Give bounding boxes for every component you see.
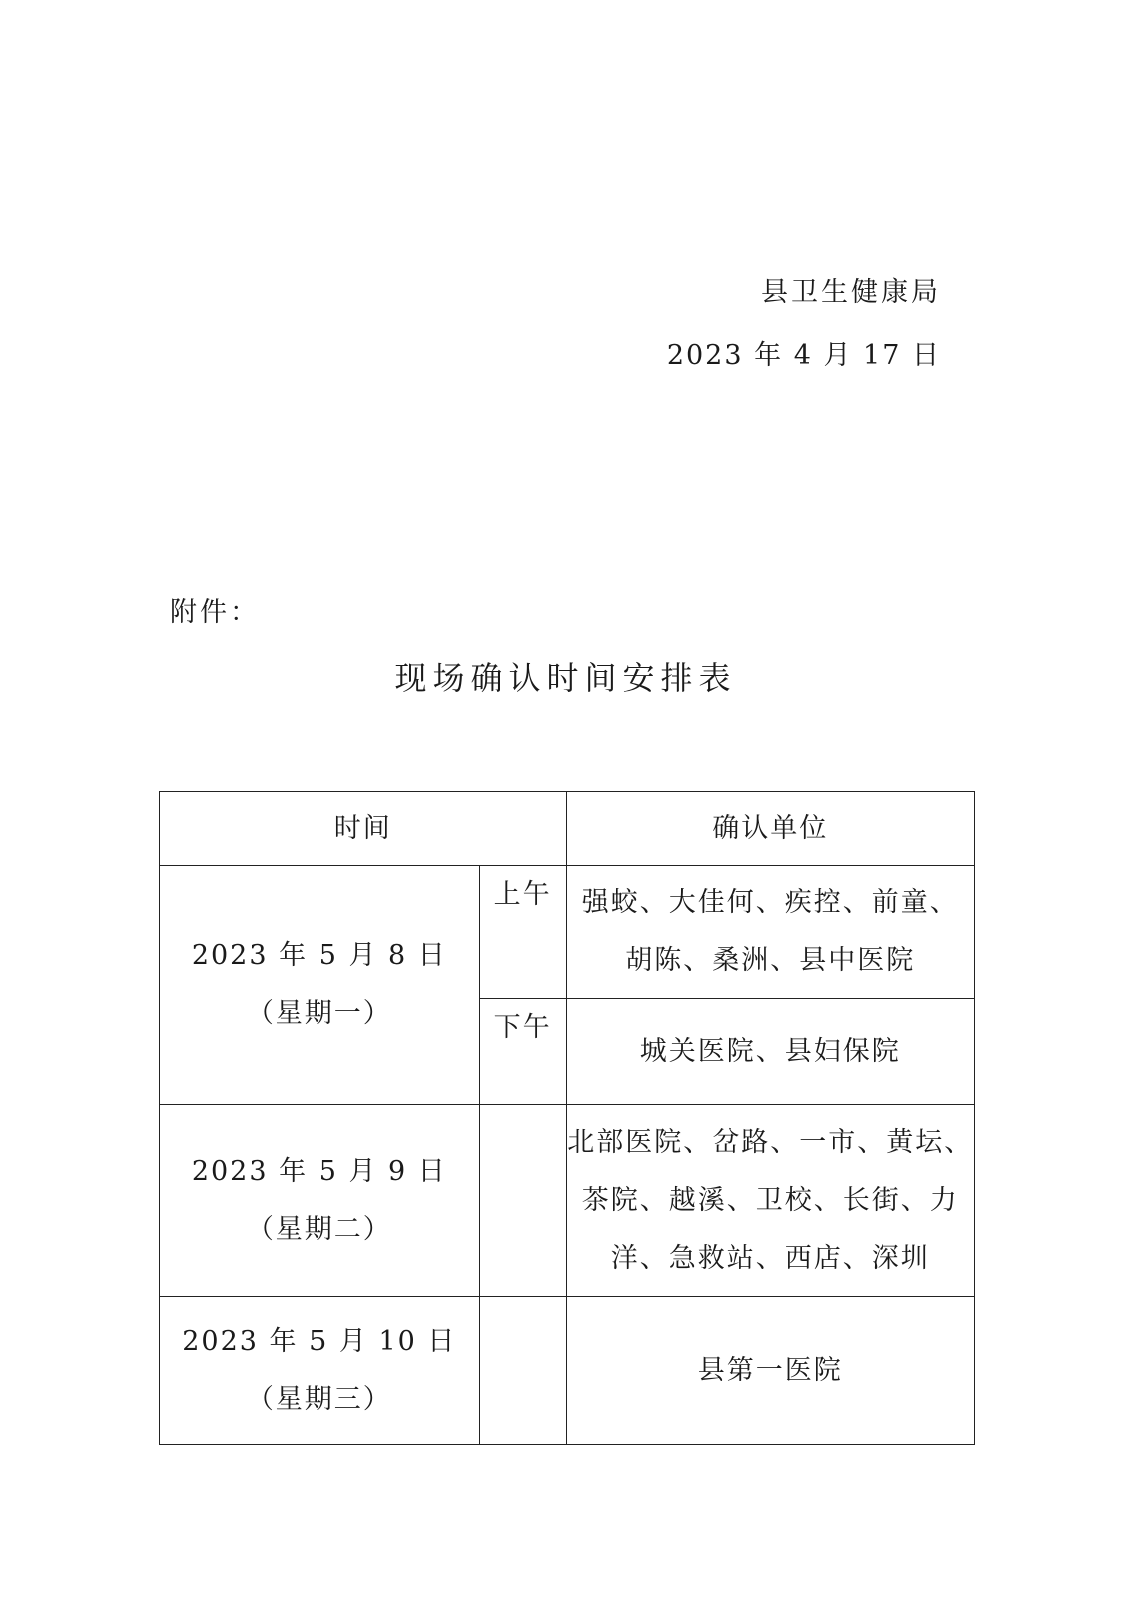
table-row — [160, 1297, 975, 1445]
units-cell — [566, 1105, 974, 1297]
table-row — [160, 1105, 975, 1297]
date-cell — [160, 1297, 480, 1445]
units-line: 茶院、越溪、卫校、长街、力 — [581, 1184, 959, 1216]
issuer-name: 县卫生健康局 — [761, 277, 941, 308]
period-empty — [479, 1105, 566, 1297]
units-line: 城关医院、县妇保院 — [639, 1035, 901, 1067]
attachment-label: 附件： — [170, 597, 260, 628]
schedule-table — [159, 791, 975, 1445]
units-line: 胡陈、桑洲、县中医院 — [625, 945, 916, 976]
weekday-text: （星期三） — [246, 1383, 392, 1415]
table-header-row — [160, 792, 975, 866]
issue-date: 2023 年 4 月 17 日 — [666, 340, 941, 371]
units-line: 县第一医院 — [697, 1354, 843, 1386]
units-line: 北部医院、岔路、一市、黄坛、 — [567, 1126, 974, 1158]
period-morning: 上午 — [479, 866, 566, 999]
weekday-text: （星期二） — [246, 1213, 392, 1245]
date-text: 2023 年 5 月 9 日 — [191, 1155, 447, 1187]
table-title: 现场确认时间安排表 — [394, 659, 737, 697]
period-afternoon: 下午 — [479, 999, 566, 1105]
units-line: 强蛟、大佳何、疾控、前童、 — [581, 887, 959, 918]
date-cell — [160, 1105, 480, 1297]
table-row — [160, 866, 975, 999]
date-text: 2023 年 5 月 8 日 — [191, 940, 447, 971]
date-text: 2023 年 5 月 10 日 — [182, 1325, 457, 1357]
units-cell — [566, 866, 974, 999]
header-units: 确认单位 — [566, 792, 974, 866]
header-time: 时间 — [160, 792, 567, 866]
units-cell — [566, 999, 974, 1105]
date-cell — [160, 866, 480, 1105]
period-empty — [479, 1297, 566, 1445]
units-cell — [566, 1297, 974, 1445]
weekday-text: （星期一） — [246, 998, 392, 1029]
units-line: 洋、急救站、西店、深圳 — [610, 1242, 930, 1274]
